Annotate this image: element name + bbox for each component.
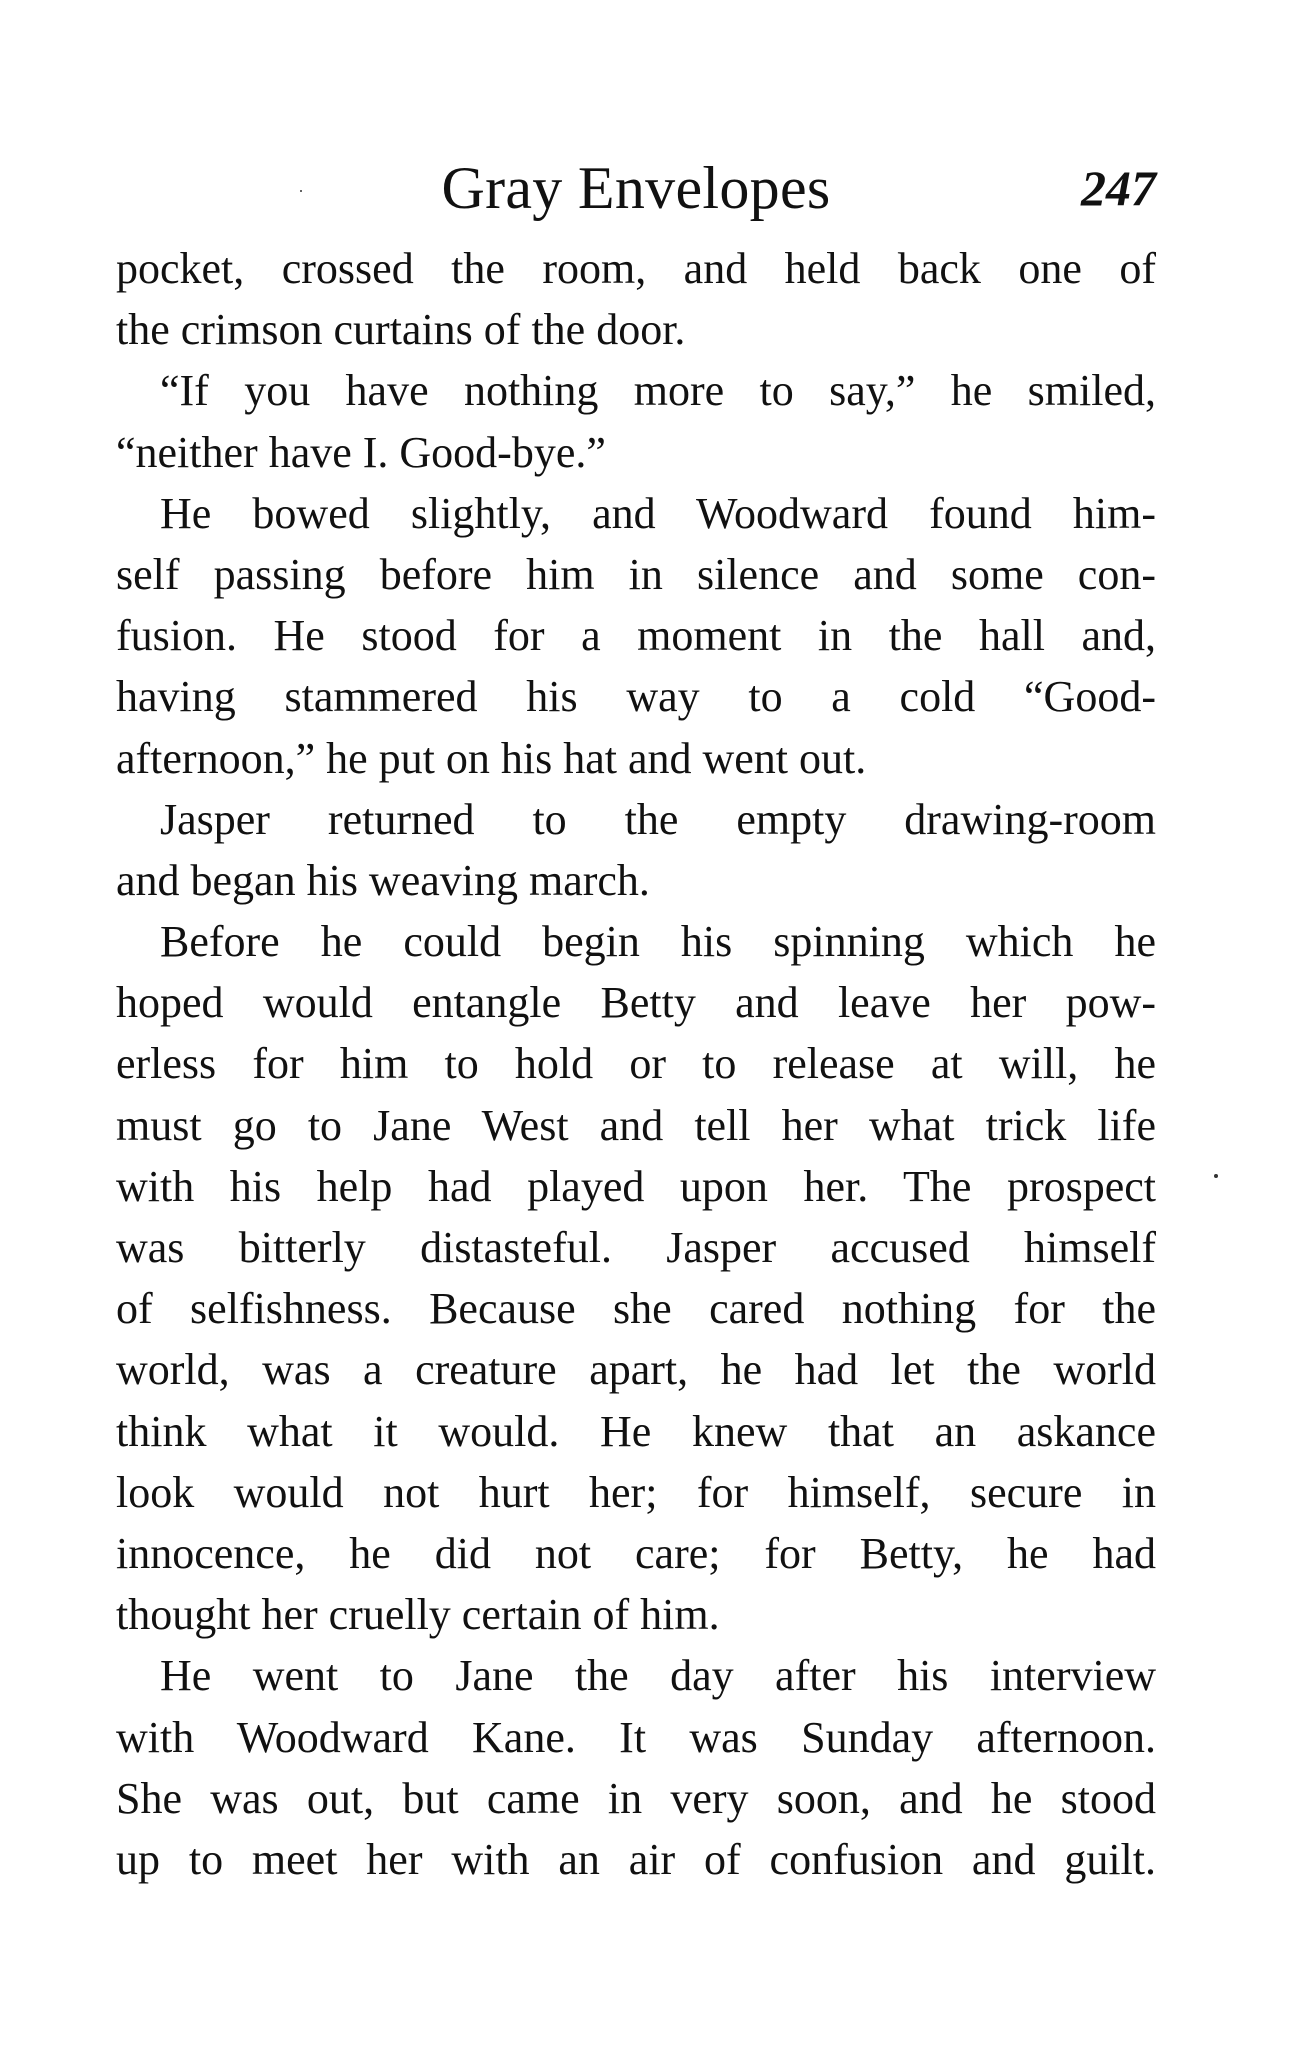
text-line: with Woodward Kane. It was Sunday afternoon. (116, 1712, 1156, 1762)
running-head (116, 152, 1156, 224)
text-line: erless for him to hold or to release at will, he (116, 1039, 1156, 1089)
text-line: having stammered his way to a cold “Good- (116, 672, 1156, 722)
text-line: self passing before him in silence and some con- (116, 549, 1156, 599)
text-line: afternoon,” he put on his hat and went out. (116, 733, 867, 783)
text-line: and began his weaving march. (116, 855, 650, 905)
text-line: must go to Jane West and tell her what trick life (116, 1100, 1156, 1150)
text-line: He bowed slightly, and Woodward found him- (160, 488, 1156, 538)
text-line: innocence, he did not care; for Betty, he had (116, 1528, 1156, 1578)
text-line: up to meet her with an air of confusion and guilt. (116, 1834, 1156, 1884)
text-line: look would not hurt her; for himself, secure in (116, 1467, 1156, 1517)
text-line: world, was a creature apart, he had let the world (116, 1345, 1156, 1395)
text-line: of selfishness. Because she cared nothing for the (116, 1284, 1156, 1334)
page-number: 247 (1081, 160, 1156, 216)
text-line: think what it would. He knew that an askance (116, 1406, 1156, 1456)
text-line: fusion. He stood for a moment in the hall and, (116, 611, 1156, 661)
text-line: Jasper returned to the empty drawing-room (160, 794, 1156, 844)
text-line: the crimson curtains of the door. (116, 305, 686, 355)
print-speck (300, 190, 302, 192)
text-line: “If you have nothing more to say,” he smiled, (160, 366, 1156, 416)
print-speck (1214, 1174, 1218, 1178)
text-line: pocket, crossed the room, and held back one of (116, 244, 1156, 293)
text-line: with his help had played upon her. The prospect (116, 1161, 1156, 1211)
body-text (116, 238, 1156, 1890)
text-line: “neither have I. Good-bye.” (116, 427, 606, 477)
text-line: He went to Jane the day after his interview (160, 1651, 1156, 1701)
text-line: hoped would entangle Betty and leave her pow- (116, 978, 1156, 1028)
text-line: Before he could begin his spinning which he (160, 917, 1156, 967)
running-title: Gray Envelopes (441, 155, 831, 221)
text-line: She was out, but came in very soon, and he stood (116, 1773, 1156, 1823)
text-line: was bitterly distasteful. Jasper accused himself (116, 1223, 1156, 1272)
text-line: thought her cruelly certain of him. (116, 1590, 720, 1640)
